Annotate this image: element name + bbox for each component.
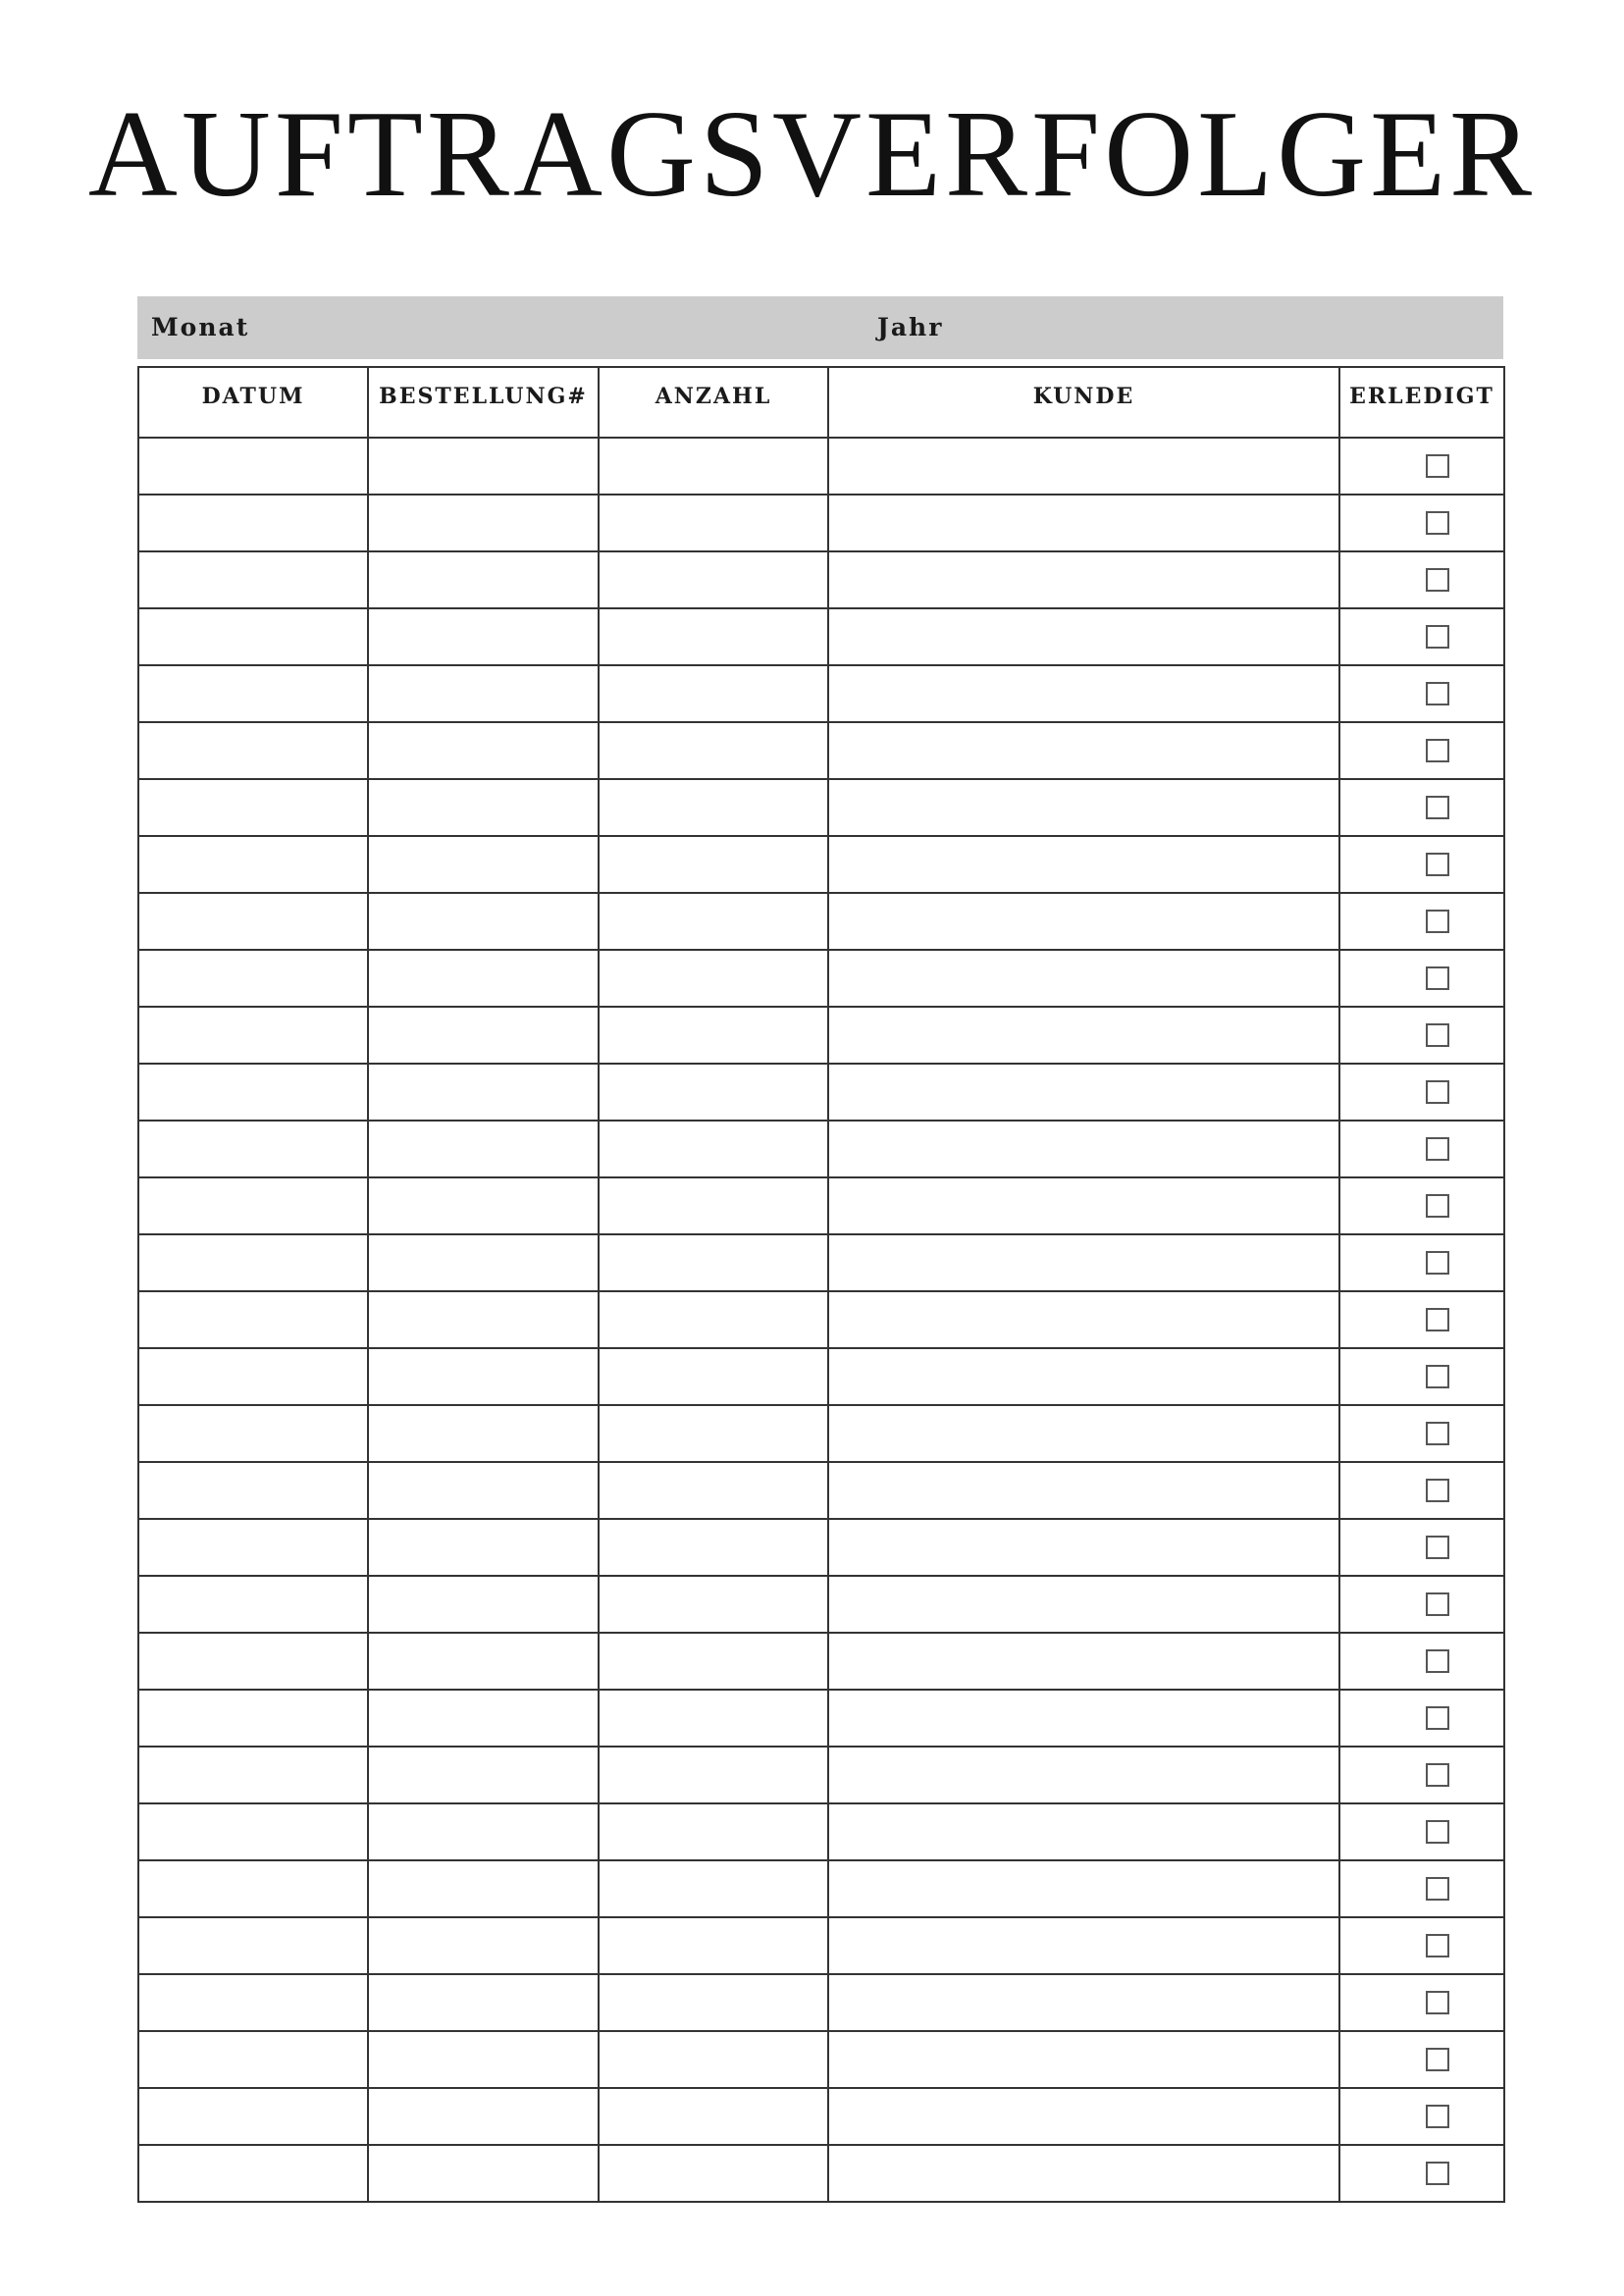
done-cell <box>1339 1007 1504 1064</box>
done-cell <box>1339 2031 1504 2088</box>
table-row <box>138 1234 1504 1291</box>
done-checkbox[interactable] <box>1426 796 1449 819</box>
done-cell <box>1339 1576 1504 1633</box>
customer-cell[interactable] <box>828 2145 1339 2202</box>
done-checkbox[interactable] <box>1426 1649 1449 1673</box>
quantity-cell[interactable] <box>599 608 828 665</box>
done-checkbox[interactable] <box>1426 1137 1449 1161</box>
table-row <box>138 495 1504 551</box>
order-number-cell[interactable] <box>368 1462 599 1519</box>
date-cell[interactable] <box>138 1462 368 1519</box>
date-cell[interactable] <box>138 1405 368 1462</box>
quantity-cell[interactable] <box>599 1177 828 1234</box>
page-title: AUFTRAGSVERFOLGER <box>87 86 1537 223</box>
date-cell[interactable] <box>138 1234 368 1291</box>
quantity-cell[interactable] <box>599 1462 828 1519</box>
order-number-cell[interactable] <box>368 1747 599 1803</box>
date-cell[interactable] <box>138 2031 368 2088</box>
customer-cell[interactable] <box>828 1177 1339 1234</box>
done-checkbox[interactable] <box>1426 910 1449 933</box>
customer-cell[interactable] <box>828 1803 1339 1860</box>
table-row <box>138 893 1504 950</box>
quantity-cell[interactable] <box>599 1234 828 1291</box>
done-checkbox[interactable] <box>1426 568 1449 592</box>
done-checkbox[interactable] <box>1426 1194 1449 1218</box>
done-cell <box>1339 722 1504 779</box>
done-checkbox[interactable] <box>1426 1877 1449 1901</box>
order-number-cell[interactable] <box>368 1803 599 1860</box>
done-cell <box>1339 1917 1504 1974</box>
table-row <box>138 1121 1504 1177</box>
customer-cell[interactable] <box>828 1974 1339 2031</box>
order-number-cell[interactable] <box>368 1348 599 1405</box>
order-number-cell[interactable] <box>368 1291 599 1348</box>
table-row <box>138 608 1504 665</box>
table-row <box>138 1462 1504 1519</box>
order-number-cell[interactable] <box>368 1974 599 2031</box>
customer-cell[interactable] <box>828 893 1339 950</box>
done-cell <box>1339 495 1504 551</box>
table-row <box>138 2031 1504 2088</box>
done-checkbox[interactable] <box>1426 1991 1449 2014</box>
done-cell <box>1339 1405 1504 1462</box>
customer-cell[interactable] <box>828 2031 1339 2088</box>
customer-cell[interactable] <box>828 722 1339 779</box>
date-cell[interactable] <box>138 1860 368 1917</box>
year-label: Jahr <box>877 313 944 341</box>
date-cell[interactable] <box>138 1064 368 1121</box>
date-cell[interactable] <box>138 1007 368 1064</box>
date-cell[interactable] <box>138 495 368 551</box>
table-row <box>138 1803 1504 1860</box>
done-checkbox[interactable] <box>1426 1023 1449 1047</box>
customer-cell[interactable] <box>828 1576 1339 1633</box>
order-number-cell[interactable] <box>368 1576 599 1633</box>
table-row <box>138 1747 1504 1803</box>
done-cell <box>1339 665 1504 722</box>
done-cell <box>1339 1462 1504 1519</box>
column-header-order-number: BESTELLUNG# <box>368 367 599 438</box>
done-checkbox[interactable] <box>1426 454 1449 478</box>
done-cell <box>1339 1860 1504 1917</box>
date-cell[interactable] <box>138 1121 368 1177</box>
order-number-cell[interactable] <box>368 1690 599 1747</box>
done-checkbox[interactable] <box>1426 1365 1449 1388</box>
date-cell[interactable] <box>138 1633 368 1690</box>
customer-cell[interactable] <box>828 1348 1339 1405</box>
order-number-cell[interactable] <box>368 1234 599 1291</box>
date-cell[interactable] <box>138 950 368 1007</box>
date-cell[interactable] <box>138 1291 368 1348</box>
quantity-cell[interactable] <box>599 1860 828 1917</box>
done-checkbox[interactable] <box>1426 1308 1449 1331</box>
date-cell[interactable] <box>138 1974 368 2031</box>
done-checkbox[interactable] <box>1426 1934 1449 1957</box>
table-row <box>138 1974 1504 2031</box>
quantity-cell[interactable] <box>599 722 828 779</box>
quantity-cell[interactable] <box>599 950 828 1007</box>
customer-cell[interactable] <box>828 1121 1339 1177</box>
order-number-cell[interactable] <box>368 1519 599 1576</box>
customer-cell[interactable] <box>828 1917 1339 1974</box>
table-row <box>138 950 1504 1007</box>
column-header-customer: KUNDE <box>828 367 1339 438</box>
order-number-cell[interactable] <box>368 608 599 665</box>
done-checkbox[interactable] <box>1426 1479 1449 1502</box>
date-cell[interactable] <box>138 438 368 495</box>
done-checkbox[interactable] <box>1426 853 1449 876</box>
quantity-cell[interactable] <box>599 1007 828 1064</box>
done-cell <box>1339 1177 1504 1234</box>
customer-cell[interactable] <box>828 1007 1339 1064</box>
date-cell[interactable] <box>138 779 368 836</box>
done-cell <box>1339 1064 1504 1121</box>
done-cell <box>1339 1974 1504 2031</box>
table-row <box>138 1177 1504 1234</box>
date-cell[interactable] <box>138 1348 368 1405</box>
done-cell <box>1339 608 1504 665</box>
done-cell <box>1339 1803 1504 1860</box>
customer-cell[interactable] <box>828 836 1339 893</box>
done-checkbox[interactable] <box>1426 2105 1449 2128</box>
customer-cell[interactable] <box>828 1291 1339 1348</box>
order-number-cell[interactable] <box>368 950 599 1007</box>
month-label: Monat <box>151 313 250 341</box>
table-row <box>138 722 1504 779</box>
order-number-cell[interactable] <box>368 1007 599 1064</box>
done-checkbox[interactable] <box>1426 739 1449 762</box>
quantity-cell[interactable] <box>599 1803 828 1860</box>
done-checkbox[interactable] <box>1426 511 1449 535</box>
date-cell[interactable] <box>138 608 368 665</box>
customer-cell[interactable] <box>828 665 1339 722</box>
column-header-quantity: ANZAHL <box>599 367 828 438</box>
table-row <box>138 779 1504 836</box>
customer-cell[interactable] <box>828 1234 1339 1291</box>
date-cell[interactable] <box>138 2088 368 2145</box>
order-number-cell[interactable] <box>368 1860 599 1917</box>
done-cell <box>1339 836 1504 893</box>
table-header-row <box>138 367 1504 438</box>
customer-cell[interactable] <box>828 950 1339 1007</box>
customer-cell[interactable] <box>828 1462 1339 1519</box>
quantity-cell[interactable] <box>599 2088 828 2145</box>
quantity-cell[interactable] <box>599 1917 828 1974</box>
done-cell <box>1339 1690 1504 1747</box>
customer-cell[interactable] <box>828 1633 1339 1690</box>
date-cell[interactable] <box>138 1803 368 1860</box>
table-row <box>138 1860 1504 1917</box>
customer-cell[interactable] <box>828 1064 1339 1121</box>
quantity-cell[interactable] <box>599 779 828 836</box>
customer-cell[interactable] <box>828 2088 1339 2145</box>
quantity-cell[interactable] <box>599 2145 828 2202</box>
quantity-cell[interactable] <box>599 893 828 950</box>
customer-cell[interactable] <box>828 608 1339 665</box>
done-cell <box>1339 1633 1504 1690</box>
table-row <box>138 1064 1504 1121</box>
table-row <box>138 1690 1504 1747</box>
order-number-cell[interactable] <box>368 1917 599 1974</box>
quantity-cell[interactable] <box>599 1348 828 1405</box>
quantity-cell[interactable] <box>599 1405 828 1462</box>
done-cell <box>1339 1121 1504 1177</box>
order-number-cell[interactable] <box>368 1177 599 1234</box>
order-number-cell[interactable] <box>368 1121 599 1177</box>
table-row <box>138 1519 1504 1576</box>
done-checkbox[interactable] <box>1426 682 1449 705</box>
quantity-cell[interactable] <box>599 438 828 495</box>
done-cell <box>1339 1234 1504 1291</box>
date-cell[interactable] <box>138 1576 368 1633</box>
done-cell <box>1339 551 1504 608</box>
customer-cell[interactable] <box>828 551 1339 608</box>
quantity-cell[interactable] <box>599 1291 828 1348</box>
customer-cell[interactable] <box>828 779 1339 836</box>
table-row <box>138 836 1504 893</box>
table-row <box>138 1917 1504 1974</box>
quantity-cell[interactable] <box>599 665 828 722</box>
order-number-cell[interactable] <box>368 836 599 893</box>
order-number-cell[interactable] <box>368 438 599 495</box>
quantity-cell[interactable] <box>599 1064 828 1121</box>
done-checkbox[interactable] <box>1426 1080 1449 1104</box>
done-cell <box>1339 2088 1504 2145</box>
date-cell[interactable] <box>138 665 368 722</box>
date-cell[interactable] <box>138 893 368 950</box>
order-number-cell[interactable] <box>368 2088 599 2145</box>
done-cell <box>1339 893 1504 950</box>
date-cell[interactable] <box>138 1747 368 1803</box>
order-number-cell[interactable] <box>368 1064 599 1121</box>
column-header-date: DATUM <box>138 367 368 438</box>
done-cell <box>1339 1747 1504 1803</box>
quantity-cell[interactable] <box>599 2031 828 2088</box>
done-cell <box>1339 438 1504 495</box>
month-year-bar <box>137 296 1503 359</box>
customer-cell[interactable] <box>828 1860 1339 1917</box>
done-cell <box>1339 2145 1504 2202</box>
customer-cell[interactable] <box>828 1405 1339 1462</box>
table-row <box>138 2145 1504 2202</box>
order-number-cell[interactable] <box>368 1405 599 1462</box>
done-checkbox[interactable] <box>1426 1763 1449 1787</box>
quantity-cell[interactable] <box>599 1633 828 1690</box>
customer-cell[interactable] <box>828 1747 1339 1803</box>
table-row <box>138 438 1504 495</box>
quantity-cell[interactable] <box>599 1690 828 1747</box>
done-checkbox[interactable] <box>1426 1820 1449 1844</box>
done-cell <box>1339 1348 1504 1405</box>
table-row <box>138 665 1504 722</box>
table-row <box>138 1576 1504 1633</box>
quantity-cell[interactable] <box>599 1576 828 1633</box>
done-checkbox[interactable] <box>1426 1422 1449 1445</box>
order-number-cell[interactable] <box>368 893 599 950</box>
done-cell <box>1339 1519 1504 1576</box>
done-checkbox[interactable] <box>1426 966 1449 990</box>
customer-cell[interactable] <box>828 1690 1339 1747</box>
date-cell[interactable] <box>138 722 368 779</box>
order-number-cell[interactable] <box>368 1633 599 1690</box>
order-tracker-table <box>137 366 1505 2203</box>
order-number-cell[interactable] <box>368 2031 599 2088</box>
quantity-cell[interactable] <box>599 1747 828 1803</box>
done-checkbox[interactable] <box>1426 1251 1449 1275</box>
date-cell[interactable] <box>138 1519 368 1576</box>
done-checkbox[interactable] <box>1426 2048 1449 2071</box>
customer-cell[interactable] <box>828 438 1339 495</box>
date-cell[interactable] <box>138 1690 368 1747</box>
order-number-cell[interactable] <box>368 722 599 779</box>
table-row <box>138 551 1504 608</box>
done-checkbox[interactable] <box>1426 1592 1449 1616</box>
customer-cell[interactable] <box>828 1519 1339 1576</box>
customer-cell[interactable] <box>828 495 1339 551</box>
table-row <box>138 1405 1504 1462</box>
quantity-cell[interactable] <box>599 1974 828 2031</box>
done-checkbox[interactable] <box>1426 2162 1449 2185</box>
order-number-cell[interactable] <box>368 779 599 836</box>
quantity-cell[interactable] <box>599 551 828 608</box>
quantity-cell[interactable] <box>599 1121 828 1177</box>
column-header-done: ERLEDIGT <box>1339 367 1504 438</box>
done-cell <box>1339 950 1504 1007</box>
date-cell[interactable] <box>138 1177 368 1234</box>
date-cell[interactable] <box>138 1917 368 1974</box>
table-body <box>138 438 1504 2202</box>
table-row <box>138 1348 1504 1405</box>
table-row <box>138 2088 1504 2145</box>
table-row <box>138 1633 1504 1690</box>
order-number-cell[interactable] <box>368 551 599 608</box>
date-cell[interactable] <box>138 2145 368 2202</box>
order-number-cell[interactable] <box>368 665 599 722</box>
table-row <box>138 1291 1504 1348</box>
quantity-cell[interactable] <box>599 495 828 551</box>
done-checkbox[interactable] <box>1426 1536 1449 1559</box>
order-number-cell[interactable] <box>368 2145 599 2202</box>
done-cell <box>1339 779 1504 836</box>
table-row <box>138 1007 1504 1064</box>
order-number-cell[interactable] <box>368 495 599 551</box>
done-checkbox[interactable] <box>1426 625 1449 649</box>
quantity-cell[interactable] <box>599 1519 828 1576</box>
done-cell <box>1339 1291 1504 1348</box>
date-cell[interactable] <box>138 551 368 608</box>
quantity-cell[interactable] <box>599 836 828 893</box>
done-checkbox[interactable] <box>1426 1706 1449 1730</box>
date-cell[interactable] <box>138 836 368 893</box>
